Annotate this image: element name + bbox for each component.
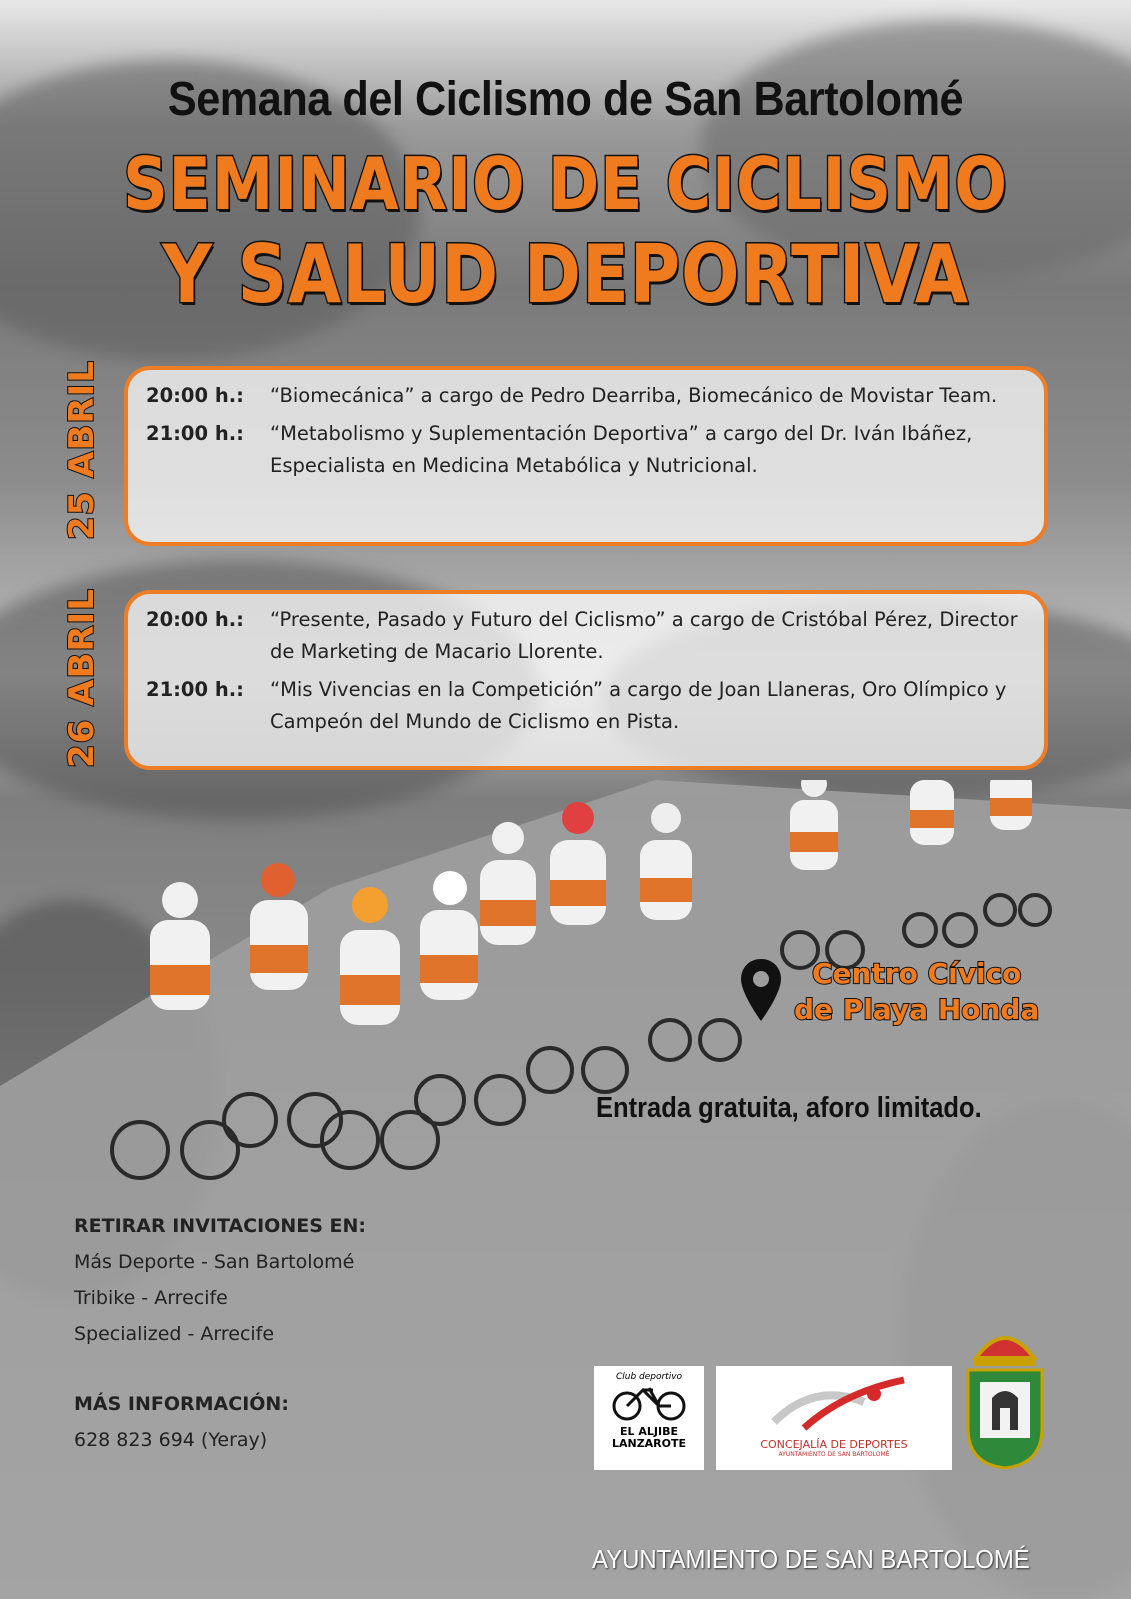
invitation-place: Más Deporte - San Bartolomé: [74, 1251, 355, 1273]
talk-description: “Metabolismo y Suplementación Deportiva” a cargo del Dr. Iván Ibáñez, Especialista en Medicina Metabólica y Nutricional.: [270, 422, 973, 477]
info-heading: MÁS INFORMACIÓN:: [74, 1393, 289, 1415]
talk-time: 20:00 h.:: [146, 384, 244, 407]
day-label-25-abril: 25 ABRIL: [62, 360, 102, 540]
club-top-text: Club deportivo: [615, 1372, 683, 1382]
location: [738, 956, 1039, 1028]
footer-text: AYUNTAMIENTO DE SAN BARTOLOMÉ: [592, 1544, 1030, 1574]
schedule-box-day2: [124, 590, 1048, 770]
seminar-title-line1: SEMINARIO DE CICLISMO: [123, 142, 1008, 226]
concejalia-deportes-logo: [716, 1366, 952, 1470]
talk-description: “Mis Vivencias en la Competición” a cargo de Joan Llaneras, Oro Olímpico y Campeón del Mundo de Ciclismo en Pista.: [270, 678, 1007, 733]
coat-of-arms-icon: [962, 1318, 1048, 1472]
talk-item: [146, 604, 1026, 668]
entry-note: Entrada gratuita, aforo limitado.: [596, 1092, 982, 1124]
club-place: LANZAROTE: [611, 1437, 687, 1450]
seminar-title-line2: Y SALUD DEPORTIVA: [162, 228, 969, 321]
talk-time: 21:00 h.:: [146, 678, 244, 701]
schedule-box-day1: [124, 366, 1048, 546]
talk-time: 20:00 h.:: [146, 608, 244, 631]
club-el-aljibe-logo: [594, 1366, 704, 1470]
talk-item: [146, 674, 1026, 738]
invitation-place: Specialized - Arrecife: [74, 1323, 275, 1345]
talk-description: “Presente, Pasado y Futuro del Ciclismo” a cargo de Cristóbal Pérez, Director de Marketing de Macario Llorente.: [270, 608, 1018, 663]
invitations-block: [74, 1208, 366, 1352]
concejalia-emblem-icon: [754, 1372, 914, 1434]
location-line1: Centro Cívico: [811, 957, 1022, 990]
bicycle-icon: [609, 1382, 689, 1422]
invitation-place: Tribike - Arrecife: [74, 1287, 228, 1309]
club-name: EL ALJIBE: [620, 1425, 678, 1438]
event-title: Semana del Ciclismo de San Bartolomé: [167, 73, 964, 126]
talk-item: [146, 418, 1026, 482]
info-block: [74, 1386, 289, 1458]
invitations-heading: RETIRAR INVITACIONES EN:: [74, 1215, 366, 1237]
day-label-26-abril: 26 ABRIL: [62, 588, 102, 768]
talk-item: [146, 380, 1026, 412]
concejalia-sub: AYUNTAMIENTO DE SAN BARTOLOMÉ: [778, 1451, 890, 1458]
talk-time: 21:00 h.:: [146, 422, 244, 445]
info-phone: 628 823 694 (Yeray): [74, 1429, 268, 1451]
map-pin-icon: [738, 957, 784, 1027]
location-line2: de Playa Honda: [794, 993, 1040, 1026]
concejalia-name: CONCEJALÍA DE DEPORTES: [760, 1438, 908, 1451]
talk-description: “Biomecánica” a cargo de Pedro Dearriba, Biomecánico de Movistar Team.: [270, 384, 998, 407]
location-text: [794, 956, 1039, 1028]
